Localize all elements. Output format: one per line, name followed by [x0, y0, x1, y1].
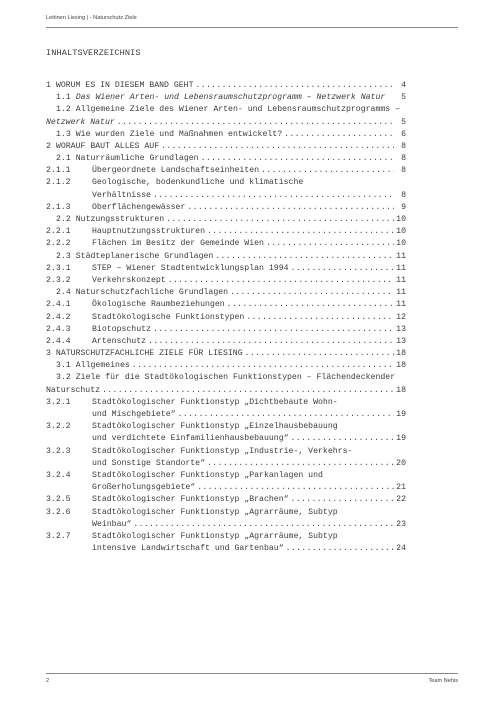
- toc-leader-dots: [205, 458, 394, 470]
- toc-leader-dots: [195, 482, 394, 494]
- toc-entry[interactable]: [46, 202, 406, 214]
- toc-entry[interactable]: [46, 531, 406, 543]
- toc-entry[interactable]: [46, 104, 406, 116]
- toc-leader-dots: [289, 494, 394, 506]
- toc-entry[interactable]: [46, 421, 406, 433]
- toc-leader-dots: [185, 202, 394, 214]
- toc-entry-page: 19: [396, 434, 406, 444]
- toc-entry[interactable]: [46, 129, 406, 141]
- toc-entry[interactable]: [46, 458, 406, 470]
- toc-entry[interactable]: [46, 470, 406, 482]
- toc-entry[interactable]: [46, 482, 406, 494]
- toc-entry-number: 1.2: [56, 105, 71, 115]
- toc-entry[interactable]: [46, 543, 406, 555]
- table-of-contents: [46, 80, 406, 555]
- toc-entry-title: Allgemeine Ziele des Wiener Arten- und Lebensraumschutzprogramms –: [75, 105, 401, 115]
- toc-leader-dots: [284, 543, 394, 555]
- toc-entry-page: 8: [401, 190, 406, 200]
- toc-entry-number: 2.2: [56, 215, 71, 225]
- toc-entry[interactable]: [46, 299, 406, 311]
- toc-leader-dots: [259, 165, 394, 177]
- toc-entry[interactable]: [46, 385, 406, 397]
- toc-entry-page: 11: [396, 263, 406, 273]
- toc-entry[interactable]: [46, 409, 406, 421]
- toc-entry-title: Verhältnisse: [92, 190, 151, 200]
- toc-entry[interactable]: [46, 287, 406, 299]
- toc-entry-page: 19: [396, 410, 406, 420]
- toc-entry-title: und Sonstige Standorte“: [92, 458, 206, 468]
- toc-entry[interactable]: [46, 446, 406, 458]
- toc-entry[interactable]: [46, 507, 406, 519]
- toc-entry[interactable]: [46, 373, 406, 385]
- header-divider: [46, 27, 458, 28]
- toc-entry[interactable]: [46, 190, 406, 202]
- toc-entry-page: 11: [396, 300, 406, 310]
- toc-entry-page: 13: [396, 336, 406, 346]
- toc-entry-title: Ökologische Raumbeziehungen: [92, 300, 225, 310]
- toc-entry-number: 3.2.5: [46, 495, 71, 505]
- toc-entry-page: 10: [396, 227, 406, 237]
- toc-entry-number: 2.1.1: [46, 166, 71, 176]
- toc-entry[interactable]: [46, 275, 406, 287]
- toc-entry-number: 3.2.3: [46, 446, 71, 456]
- toc-entry[interactable]: [46, 519, 406, 531]
- toc-entry[interactable]: [46, 494, 406, 506]
- toc-entry-page: 21: [396, 483, 406, 493]
- toc-entry-title: Naturräumliche Grundlagen: [75, 154, 199, 164]
- toc-entry-page: 9: [401, 202, 406, 212]
- toc-entry-title: WORAUF BAUT ALLES AUF: [55, 141, 160, 151]
- toc-leader-dots: [100, 385, 394, 397]
- toc-entry-title: Wie wurden Ziele und Maßnahmen entwickelt?: [75, 129, 283, 139]
- toc-leader-dots: [131, 519, 394, 531]
- toc-entry[interactable]: [46, 80, 406, 92]
- toc-entry-title: Übergeordnete Landschaftseinheiten: [92, 166, 260, 176]
- toc-entry-number: 3.2.1: [46, 397, 71, 407]
- toc-entry-title: Stadtökologischer Funktionstyp „Agrarräume, Subtyp: [92, 531, 338, 541]
- toc-entry-number: 3.2.2: [46, 422, 71, 432]
- running-header: Lettinen Liesing | - Naturschutz Ziele: [46, 15, 137, 21]
- toc-entry[interactable]: [46, 263, 406, 275]
- footer-divider: [46, 673, 458, 674]
- toc-entry-page: 11: [396, 251, 406, 261]
- toc-entry-title: Stadtökologischer Funktionstyp „Brachen“: [92, 495, 289, 505]
- toc-leader-dots: [176, 409, 394, 421]
- toc-leader-dots: [225, 299, 394, 311]
- toc-leader-dots: [289, 433, 394, 445]
- toc-entry-number: 1.1: [56, 93, 71, 103]
- toc-entry-number: 2: [46, 141, 51, 151]
- toc-entry-title: und Mischgebiete“: [92, 410, 176, 420]
- toc-leader-dots: [199, 153, 394, 165]
- page-title: INHALTSVERZEICHNIS: [46, 48, 141, 58]
- toc-entry-title: Städteplanerische Grundlagen: [75, 251, 214, 261]
- toc-entry[interactable]: [46, 348, 406, 360]
- toc-entry-number: 2.4.1: [46, 300, 71, 310]
- toc-leader-dots: [159, 141, 394, 153]
- toc-leader-dots: [166, 275, 394, 287]
- page-number: 2: [46, 678, 50, 684]
- toc-entry-number: 3.2.4: [46, 470, 71, 480]
- toc-entry-page: 11: [396, 288, 406, 298]
- toc-leader-dots: [151, 324, 394, 336]
- toc-entry-number: 3.2.6: [46, 507, 71, 517]
- toc-entry-page: 10: [396, 215, 406, 225]
- toc-leader-dots: [213, 251, 394, 263]
- toc-entry[interactable]: [46, 312, 406, 324]
- toc-entry-number: 2.4.3: [46, 324, 71, 334]
- toc-leader-dots: [282, 129, 394, 141]
- toc-entry-title: Artenschutz: [92, 336, 147, 346]
- toc-entry-title: Verkehrskonzept: [92, 275, 166, 285]
- toc-entry[interactable]: [46, 238, 406, 250]
- toc-entry-number: 2.1.2: [46, 178, 71, 188]
- toc-entry-page: 11: [396, 275, 406, 285]
- toc-entry-title: Flächen im Besitz der Gemeinde Wien: [92, 239, 264, 249]
- toc-entry[interactable]: [46, 433, 406, 445]
- toc-entry-title: Stadtökologischer Funktionstyp „Industrie-, Verkehrs-: [92, 446, 353, 456]
- toc-entry-page: 18: [396, 349, 406, 359]
- toc-entry-number: 1: [46, 80, 51, 90]
- toc-entry-title: Nutzungsstrukturen: [75, 215, 165, 225]
- toc-entry[interactable]: [46, 117, 406, 129]
- toc-entry-title: Naturschutzfachliche Grundlagen: [75, 288, 229, 298]
- toc-leader-dots: [151, 190, 394, 202]
- toc-entry-page: 23: [396, 519, 406, 529]
- footer-credit: Team Nehis: [428, 678, 458, 684]
- toc-entry-number: 3.2: [56, 373, 71, 383]
- toc-entry-title: Stadtökologischer Funktionstyp „Einzelhausbebauung: [92, 422, 338, 432]
- toc-leader-dots: [130, 360, 394, 372]
- toc-entry[interactable]: [46, 178, 406, 190]
- toc-entry-title: Hauptnutzungsstrukturen: [92, 227, 206, 237]
- toc-entry[interactable]: [46, 165, 406, 177]
- toc-entry[interactable]: [46, 360, 406, 372]
- toc-leader-dots: [146, 336, 394, 348]
- toc-entry-title: Ziele für die Stadtökologischen Funktionstypen – Flächendeckender: [75, 373, 396, 383]
- toc-entry-title: NATURSCHUTZFACHLICHE ZIELE FÜR LIESING: [55, 349, 243, 359]
- toc-entry-page: 5: [401, 117, 406, 127]
- toc-entry-number: 3: [46, 349, 51, 359]
- toc-entry-number: 2.4.2: [46, 312, 71, 322]
- toc-entry-number: 2.1: [56, 154, 71, 164]
- toc-entry-title: Biotopschutz: [92, 324, 151, 334]
- toc-entry-number: 2.2.2: [46, 239, 71, 249]
- toc-entry[interactable]: [46, 153, 406, 165]
- toc-entry-number: 2.4.4: [46, 336, 71, 346]
- toc-entry-page: 6: [401, 129, 406, 139]
- toc-entry-page: 8: [401, 166, 406, 176]
- toc-entry-page: 18: [396, 361, 406, 371]
- toc-leader-dots: [205, 226, 394, 238]
- toc-entry-page: 5: [401, 93, 406, 103]
- toc-entry[interactable]: [46, 251, 406, 263]
- toc-entry[interactable]: [46, 92, 406, 104]
- toc-entry-number: 3.1: [56, 361, 71, 371]
- toc-entry-page: 24: [396, 544, 406, 554]
- toc-entry-title: Geologische, bodenkundliche und klimatische: [92, 178, 304, 188]
- toc-entry-title: Weinbau“: [92, 519, 132, 529]
- toc-entry-title: Stadtökologischer Funktionstyp „Dichtbebaute Wohn-: [92, 397, 338, 407]
- toc-entry-page: 10: [396, 239, 406, 249]
- toc-entry-page: 4: [401, 80, 406, 90]
- toc-leader-dots: [115, 117, 394, 129]
- toc-leader-dots: [264, 238, 394, 250]
- toc-entry-title: Naturschutz: [46, 385, 101, 395]
- toc-entry-page: 8: [401, 154, 406, 164]
- toc-entry-title: Stadtökologische Funktionstypen: [92, 312, 245, 322]
- toc-entry-page: 22: [396, 495, 406, 505]
- toc-entry-title: STEP – Wiener Stadtentwicklungsplan 1994: [92, 263, 289, 273]
- toc-entry-page: 18: [396, 385, 406, 395]
- toc-entry-title: Stadtökologischer Funktionstyp „Parkanlagen und: [92, 470, 323, 480]
- toc-entry-title: Großerholungsgebiete“: [92, 483, 196, 493]
- toc-entry-number: 3.2.7: [46, 531, 71, 541]
- toc-entry-number: 2.2.1: [46, 227, 71, 237]
- toc-entry-title: Das Wiener Arten- und Lebensraumschutzprogramm – Netzwerk Natur: [75, 93, 386, 103]
- toc-entry[interactable]: [46, 397, 406, 409]
- toc-entry-page: 8: [401, 141, 406, 151]
- toc-entry[interactable]: [46, 324, 406, 336]
- toc-entry[interactable]: [46, 141, 406, 153]
- toc-entry-number: 2.3: [56, 251, 71, 261]
- toc-entry-title: intensive Landwirtschaft und Gartenbau“: [92, 544, 284, 554]
- toc-leader-dots: [194, 80, 395, 92]
- toc-entry-page: 13: [396, 324, 406, 334]
- toc-entry-number: 2.4: [56, 288, 71, 298]
- toc-entry[interactable]: [46, 336, 406, 348]
- toc-leader-dots: [164, 214, 394, 226]
- toc-entry-number: 2.3.1: [46, 263, 71, 273]
- toc-entry-title: Netzwerk Natur: [46, 117, 115, 127]
- toc-entry-page: 12: [396, 312, 406, 322]
- toc-entry-title: und verdichtete Einfamilienhausbebauung“: [92, 434, 289, 444]
- toc-entry-number: 2.3.2: [46, 275, 71, 285]
- toc-leader-dots: [228, 287, 394, 299]
- toc-leader-dots: [289, 263, 394, 275]
- toc-entry-title: Stadtökologischer Funktionstyp „Agrarräume, Subtyp: [92, 507, 338, 517]
- toc-entry-title: WORUM ES IN DIESEM BAND GEHT: [55, 80, 194, 90]
- toc-entry-title: Allgemeines: [75, 361, 130, 371]
- toc-entry-title: Oberflächengewässer: [92, 202, 186, 212]
- toc-entry-number: 1.3: [56, 129, 71, 139]
- toc-entry-page: 20: [396, 458, 406, 468]
- toc-entry[interactable]: [46, 214, 406, 226]
- toc-leader-dots: [244, 312, 394, 324]
- toc-leader-dots: [243, 348, 394, 360]
- toc-entry[interactable]: [46, 226, 406, 238]
- toc-entry-number: 2.1.3: [46, 202, 71, 212]
